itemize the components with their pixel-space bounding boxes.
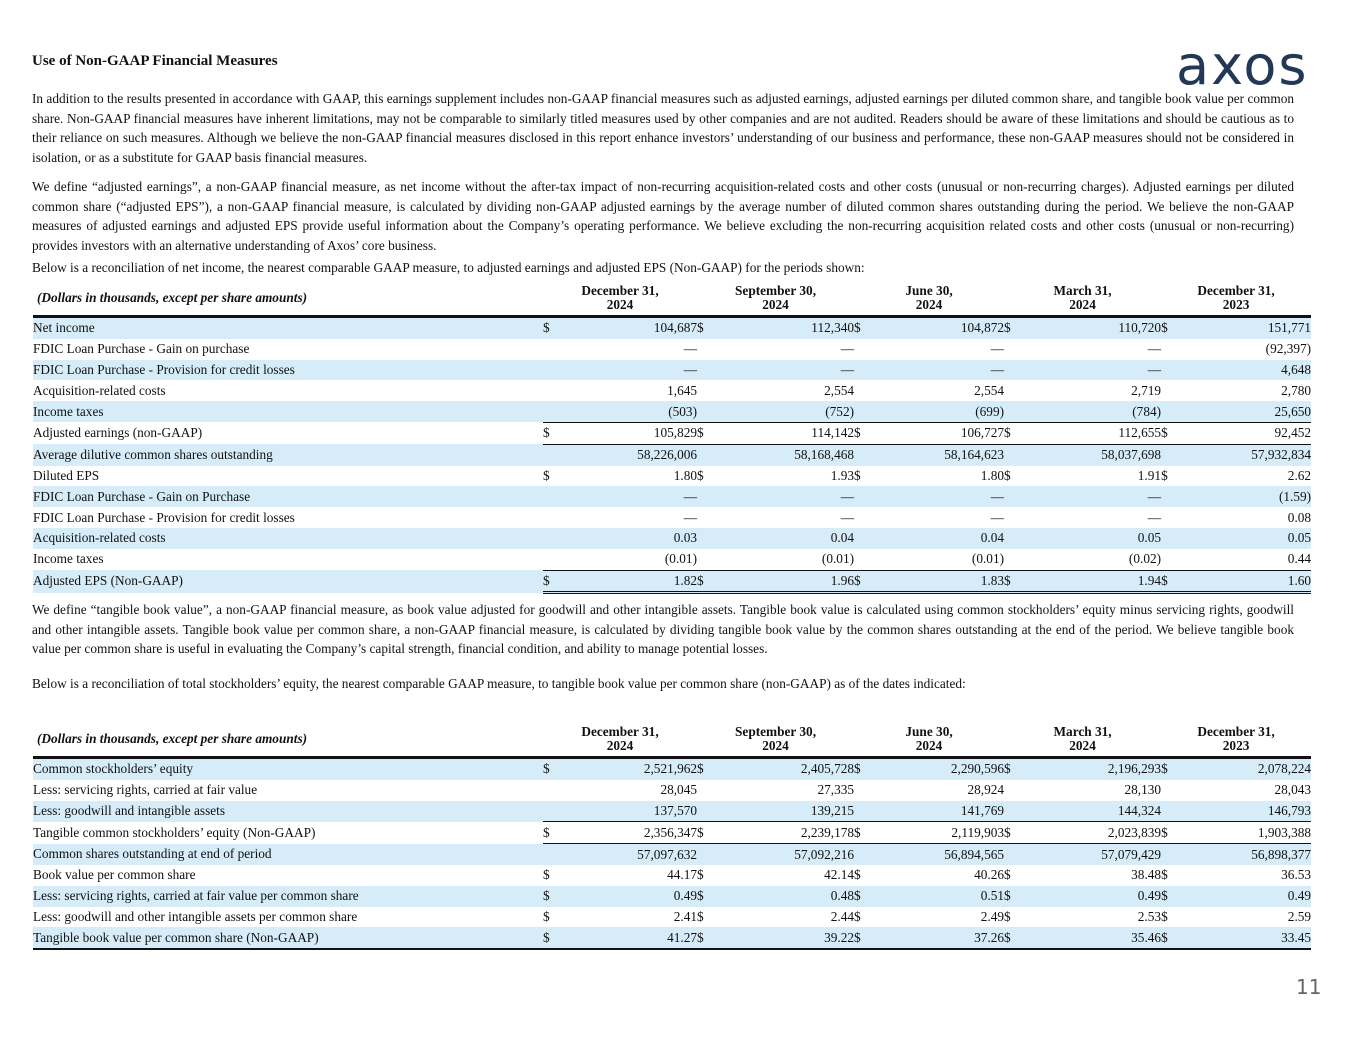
page-title: Use of Non-GAAP Financial Measures: [32, 53, 278, 69]
column-header: June 30, 2024: [905, 283, 953, 312]
column-header: March 31, 2024: [1053, 724, 1112, 753]
tangible-book-table: [33, 722, 1311, 950]
table-row: FDIC Loan Purchase - Provision for credit losses — — — — 4,648: [33, 360, 1311, 381]
table-row: Net income $ 104,687 $ 112,340 $ 104,872 $ 110,720 $ 151,771: [33, 317, 1311, 339]
column-header: December 31, 2024: [581, 283, 659, 312]
table-row: FDIC Loan Purchase - Gain on purchase — — — — (92,397): [33, 341, 1312, 357]
table-row: Adjusted EPS (Non-GAAP) $ 1.82 $ 1.96 $ 1.83 $ 1.94 $ 1.60: [33, 570, 1311, 593]
column-header: June 30, 2024: [905, 724, 953, 753]
table-row: Acquisition-related costs 0.03 0.04 0.04 0.05 0.05: [33, 528, 1311, 549]
page-number: 11: [1296, 975, 1322, 999]
column-header: September 30, 2024: [735, 283, 817, 312]
table-row: Average dilutive common shares outstanding 58,226,006 58,168,468 58,164,623 58,037,698 57,932,834: [33, 444, 1311, 465]
table-row: Less: servicing rights, carried at fair value per common share $ 0.49 $ 0.48 $ 0.51 $ 0.49 $ 0.49: [33, 886, 1311, 907]
table-caption: (Dollars in thousands, except per share amounts): [37, 290, 308, 305]
table-row: Income taxes (0.01) (0.01) (0.01) (0.02) 0.44: [33, 551, 1312, 567]
column-header: December 31, 2023: [1197, 724, 1275, 753]
column-header: December 31, 2024: [581, 724, 659, 753]
table-row: Diluted EPS $ 1.80 $ 1.93 $ 1.80 $ 1.91 $ 2.62: [33, 467, 1312, 483]
table-row: Tangible book value per common share (Non-GAAP) $ 41.27 $ 39.22 $ 37.26 $ 35.46 $ 33.45: [33, 927, 1311, 949]
table-row: Less: servicing rights, carried at fair value 28,045 27,335 28,924 28,130 28,043: [33, 782, 1312, 798]
adjusted-earnings-table: [33, 281, 1311, 594]
table-header: [33, 281, 1311, 317]
svg-text:axos: axos: [1176, 40, 1309, 97]
table-row: Acquisition-related costs 1,645 2,554 2,554 2,719 2,780: [33, 382, 1312, 398]
table-row: FDIC Loan Purchase - Provision for credit losses — — — — 0.08: [33, 509, 1312, 525]
adjusted-earnings-definition: We define “adjusted earnings”, a non-GAAP financial measure, as net income without the after-tax impact of non-recurring acquisition-related costs and other costs (unusual or non-recurring charges). Adjusted earnings per diluted common share (“adjusted EPS”), a non-GAAP financial measure, is calculated by dividing non-GAAP adjusted earnings by the average number of diluted common shares outstanding during the period. We believe the non-GAAP measures of adjusted earnings and adjusted EPS provide useful information about the Company’s operating performance. We believe excluding the non-recurring acquisition related costs and other costs (unusual or non-recurring) provides investors with an alternative understanding of Axos’ core business.: [32, 179, 1294, 253]
intro-paragraph: In addition to the results presented in accordance with GAAP, this earnings supplement includes non-GAAP financial measures such as adjusted earnings, adjusted earnings per diluted common share, and tangible book value per common share. Non-GAAP financial measures have inherent limitations, may not be comparable to similarly titled measures used by other companies and are not audited. Readers should be aware of these limitations and should be cautious as to their reliance on such measures. Although we believe the non-GAAP financial measures disclosed in this report enhance investors’ understanding of our business and performance, these non-GAAP measures should not be considered in isolation, or as a substitute for GAAP basis financial measures.: [32, 91, 1294, 165]
table-row: Common shares outstanding at end of period 57,097,632 57,092,216 56,894,565 57,079,429 56,898,377: [33, 844, 1311, 865]
table-row: Less: goodwill and other intangible assets per common share $ 2.41 $ 2.44 $ 2.49 $ 2.53 $ 2.59: [33, 908, 1312, 924]
table-row: FDIC Loan Purchase - Gain on Purchase — — — — (1.59): [33, 486, 1311, 507]
column-header: September 30, 2024: [735, 724, 817, 753]
table-row: Adjusted earnings (non-GAAP) $ 105,829 $ 114,142 $ 106,727 $ 112,655 $ 92,452: [33, 422, 1311, 444]
tangible-book-definition: We define “tangible book value”, a non-GAAP financial measure, as book value adjusted for goodwill and other intangible assets. Tangible book value is calculated using common stockholders’ equity minus servicing rights, goodwill and other intangible assets. Tangible book value per common share, a non-GAAP financial measure, is calculated by dividing tangible book value by the common shares outstanding at the end of the period. We believe tangible book value per common share is useful in evaluating the Company’s capital strength, financial condition, and ability to manage potential losses.: [32, 602, 1294, 656]
column-header: December 31, 2023: [1197, 283, 1275, 312]
table-row: Less: goodwill and intangible assets 137,570 139,215 141,769 144,324 146,793: [33, 801, 1311, 822]
reconciliation-intro-2: Below is a reconciliation of total stockholders’ equity, the nearest comparable GAAP measure, to tangible book value per common share (non-GAAP) as of the dates indicated:: [32, 676, 966, 691]
table-header: [33, 722, 1311, 758]
table-caption: (Dollars in thousands, except per share amounts): [37, 731, 308, 746]
table-row: Tangible common stockholders’ equity (Non-GAAP) $ 2,356,347 $ 2,239,178 $ 2,119,903 $ 2,023,839 $ 1,903,388: [33, 822, 1311, 844]
table-row: Income taxes (503) (752) (699) (784) 25,650: [33, 401, 1311, 422]
column-header: March 31, 2024: [1053, 283, 1112, 312]
table-row: Common stockholders’ equity $ 2,521,962 $ 2,405,728 $ 2,290,596 $ 2,196,293 $ 2,078,224: [33, 758, 1311, 780]
reconciliation-intro-1: Below is a reconciliation of net income, the nearest comparable GAAP measure, to adjusted earnings and adjusted EPS (Non-GAAP) for the periods shown:: [32, 260, 865, 275]
table-row: Book value per common share $ 44.17 $ 42.14 $ 40.26 $ 38.48 $ 36.53: [33, 867, 1312, 883]
